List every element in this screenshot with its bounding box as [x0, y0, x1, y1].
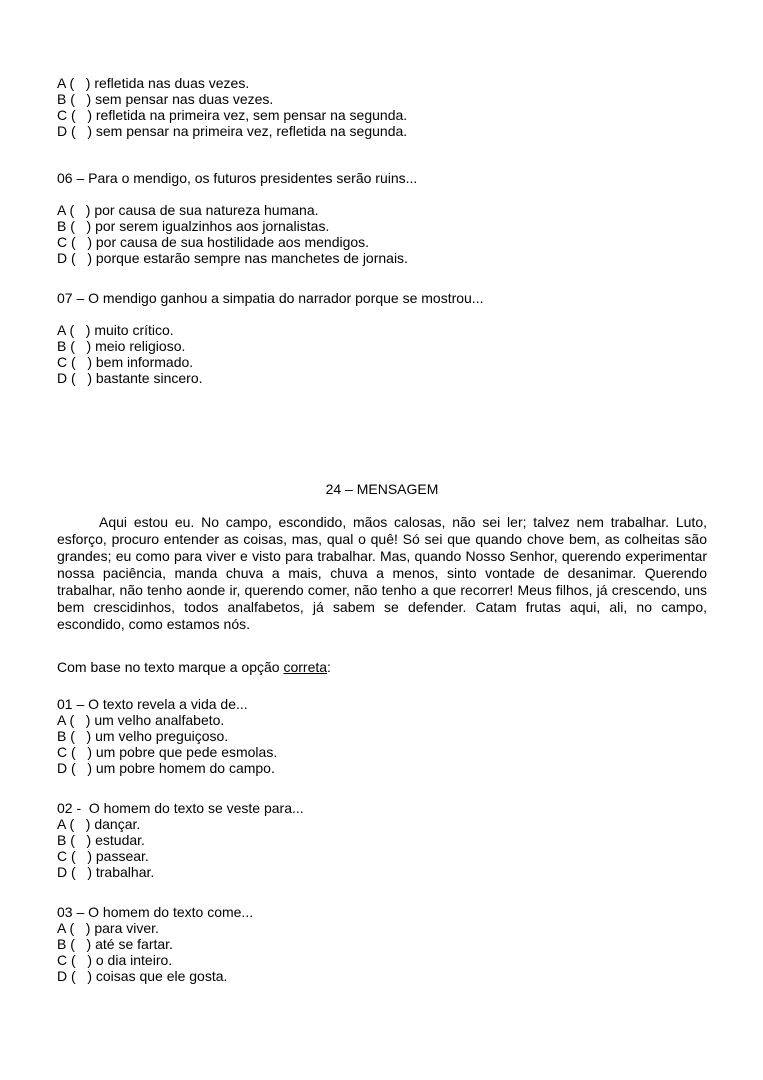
question-02-stem: 02 - O homem do texto se veste para...: [57, 800, 304, 816]
question-03: [57, 904, 707, 984]
question-05-options: [57, 75, 707, 139]
question-01: [57, 696, 707, 776]
instruction-prefix: Com base no texto marque a opção: [57, 659, 284, 675]
instruction-underlined-word: correta: [283, 659, 328, 675]
option-line-a: A ( ) refletida nas duas vezes.: [57, 75, 250, 91]
option-line-c: C ( ) bem informado.: [57, 354, 194, 370]
passage-text: Aqui estou eu. No campo, escondido, mãos calosas, não sei ler; talvez nem trabalhar. Luto, esforço, procuro entender as coisas, mas, qual o quê! Só sei que quando chove bem, as colheitas são grandes; eu como para viver e visto para trabalhar. Mas, quando Nosso Senhor, querendo experimentar nossa paciência, manda chuva a mais, chuva a menos, sinto vontade de desanimar. Querendo trabalhar, não tenho aonde ir, querendo comer, não tenho a que recorrer! Meus filhos, já crescendo, uns bem crescidinhos, todos analfabetos, já sabem se defender. Catam frutas aqui, ali, no campo, escondido, como estamos nós.: [57, 514, 707, 632]
option-line-b: B ( ) estudar.: [57, 832, 145, 848]
instruction-suffix: :: [327, 659, 331, 675]
option-line-c: C ( ) um pobre que pede esmolas.: [57, 744, 278, 760]
option-line-a: A ( ) muito crítico.: [57, 322, 174, 338]
question-01-stem: 01 – O texto revela a vida de...: [57, 696, 248, 712]
question-03-stem: 03 – O homem do texto come...: [57, 904, 254, 920]
question-02: [57, 800, 707, 880]
question-07: [57, 290, 707, 386]
option-line-b: B ( ) um velho preguiçoso.: [57, 728, 229, 744]
option-line-d: D ( ) trabalhar.: [57, 864, 155, 880]
option-line-a: A ( ) um velho analfabeto.: [57, 712, 225, 728]
question-06-stem: 06 – Para o mendigo, os futuros presidentes serão ruins...: [57, 170, 418, 186]
option-line-d: D ( ) um pobre homem do campo.: [57, 760, 275, 776]
option-line-d: D ( ) coisas que ele gosta.: [57, 968, 228, 984]
question-06: [57, 170, 707, 266]
option-line-a: A ( ) dançar.: [57, 816, 141, 832]
option-line-d: D ( ) bastante sincero.: [57, 370, 203, 386]
option-line-b: B ( ) até se fartar.: [57, 936, 173, 952]
option-line-c: C ( ) por causa de sua hostilidade aos mendigos.: [57, 234, 370, 250]
instruction-line: [57, 659, 707, 675]
section-title: 24 – MENSAGEM: [325, 481, 439, 497]
option-line-a: A ( ) por causa de sua natureza humana.: [57, 202, 319, 218]
option-line-a: A ( ) para viver.: [57, 920, 159, 936]
option-line-b: B ( ) sem pensar nas duas vezes.: [57, 91, 274, 107]
option-line-b: B ( ) por serem igualzinhos aos jornalistas.: [57, 218, 330, 234]
option-line-c: C ( ) passear.: [57, 848, 149, 864]
option-line-c: C ( ) o dia inteiro.: [57, 952, 173, 968]
option-line-d: D ( ) sem pensar na primeira vez, refletida na segunda.: [57, 123, 408, 139]
option-line-d: D ( ) porque estarão sempre nas manchetes de jornais.: [57, 250, 408, 266]
option-line-b: B ( ) meio religioso.: [57, 338, 186, 354]
question-07-stem: 07 – O mendigo ganhou a simpatia do narrador porque se mostrou...: [57, 290, 484, 306]
option-line-c: C ( ) refletida na primeira vez, sem pensar na segunda.: [57, 107, 408, 123]
